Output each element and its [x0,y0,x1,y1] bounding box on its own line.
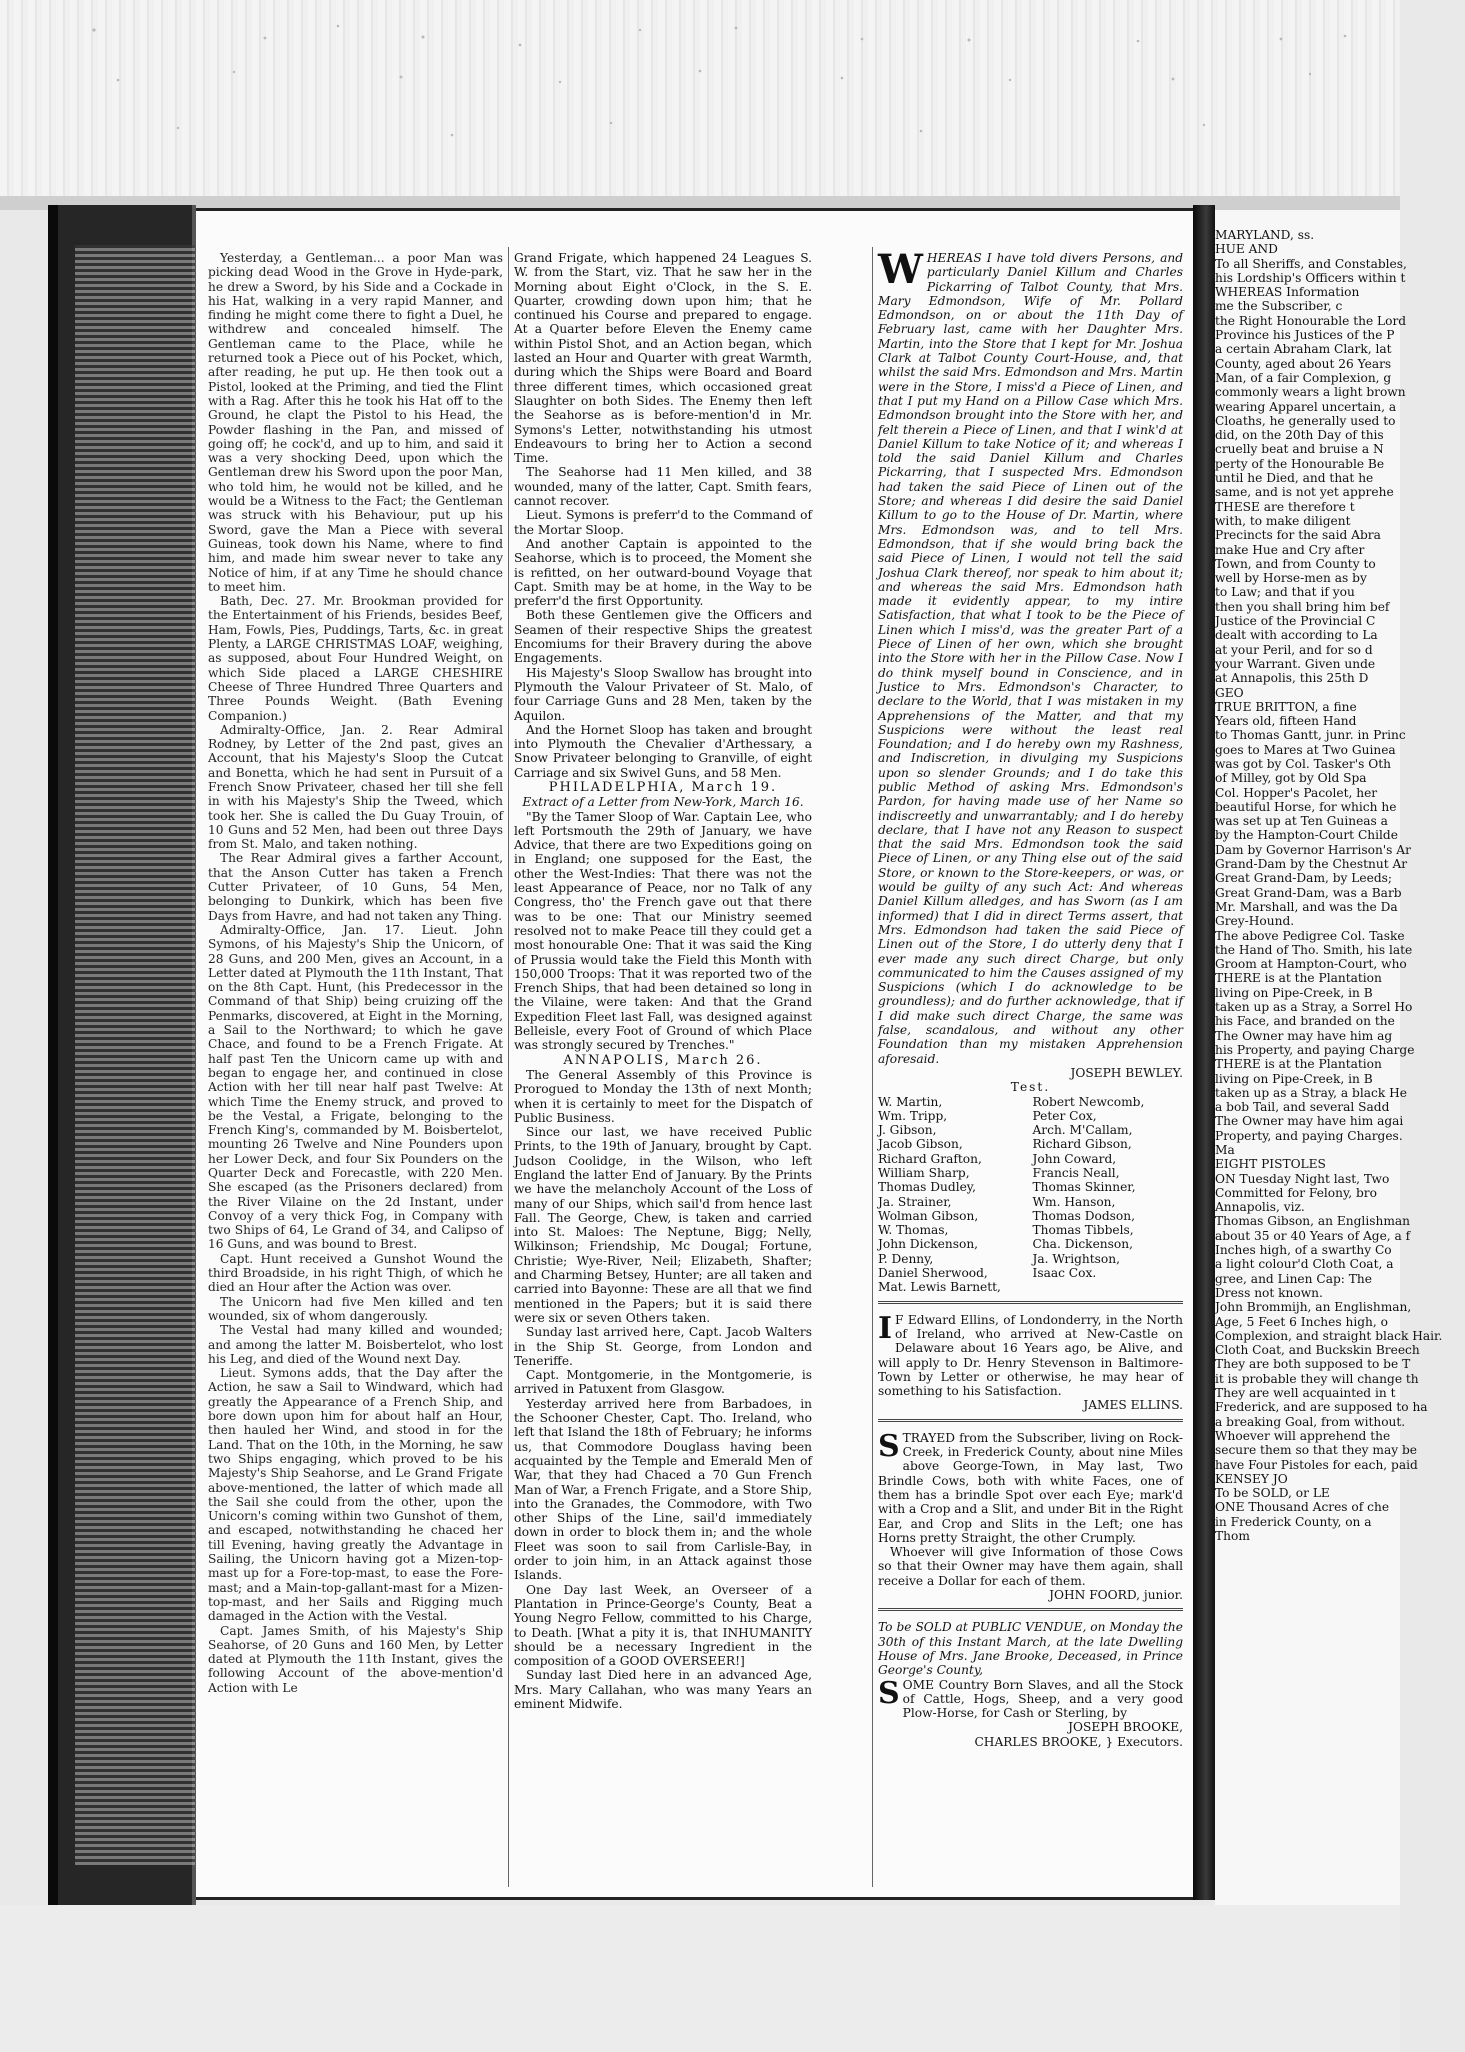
next-page-line: wearing Apparel uncertain, a [1215,399,1397,414]
witness-name: Robert Newcomb, [1032,1094,1145,1109]
next-page-line: GEO [1215,685,1244,700]
next-page-line: a light colour'd Cloth Coat, a [1215,1257,1394,1272]
next-page-line: KENSEY JO [1215,1471,1288,1486]
next-page-line: Man, of a fair Complexion, g [1215,370,1392,385]
witness-name: J. Gibson, [878,1123,937,1138]
next-page-line: did, on the 20th Day of this [1215,428,1384,443]
column-3-advertisements [878,246,1183,1891]
ad-strayed-text-2: Whoever will give Information of those Cows so that their Owner may have them again, shall receive a Dollar for each of them. [878,1545,1183,1588]
witness-name: Ja. Strainer, [878,1194,952,1209]
witness-name: Thomas Skinner, [1032,1180,1136,1195]
ad-vendue-signature-1: JOSEPH BROOKE, [1068,1720,1183,1735]
advertisement-vendue: To be SOLD at PUBLIC VENDUE, on Monday the 30th of this Instant March, at the late Dwelling House of Mrs. Jane Brooke, Deceased, in Prince George's County, SOME Country Born Slaves, and all the Stock of Cattle, Hogs, Sheep, and a very good Plow-Horse, for Cash or Sterling, by JOSEPH BROOKE, CHARLES BROOKE, } Executors. [878,1620,1183,1749]
witness-name: John Coward, [1032,1151,1117,1166]
witness-name: Thomas Dodson, [1032,1208,1135,1223]
drop-cap-s2: S [878,1675,900,1711]
witness-name: W. Martin, [878,1094,943,1109]
witness-name: Ja. Wrightson, [1032,1251,1120,1266]
witness-name: Cha. Dickenson, [1032,1237,1133,1252]
witness-list [878,1095,1183,1295]
witness-name: Thomas Tibbels, [1032,1223,1134,1238]
next-page-line: Annapolis, viz. [1215,1200,1305,1215]
next-page-line: Mr. Marshall, and was the Da [1215,899,1398,914]
book-gutter [1193,205,1215,1900]
next-page-line: Complexion, and straight black Hair. [1215,1328,1443,1343]
col2-paragraph: Lieut. Symons is preferr'd to the Command of the Mortar Sloop. [514,508,812,537]
drop-cap-s: S [878,1428,900,1464]
next-page-line: the Hand of Tho. Smith, his late [1215,942,1413,957]
next-page-line: a bob Tail, and several Sadd [1215,1100,1390,1115]
column-1 [208,251,503,1891]
witness-name: Wm. Hanson, [1032,1194,1116,1209]
next-page-line: Great Grand-Dam, by Leeds; [1215,871,1392,886]
next-page-line: Col. Hopper's Pacolet, her [1215,785,1378,800]
col1-paragraph: The Unicorn had five Men killed and ten wounded, six of whom dangerously. [208,1294,503,1323]
next-page-line: have Four Pistoles for each, paid [1215,1457,1418,1472]
next-page-line: of Milley, got by Old Spa [1215,771,1367,786]
next-page-line: the Right Honourable the Lord [1215,313,1407,328]
witness-name: William Sharp, [878,1166,970,1180]
next-page-line: Cloaths, he generally used to [1215,413,1396,428]
next-page-line: make Hue and Cry after [1215,542,1365,557]
scan-specks [0,0,1400,210]
next-page-line: Committed for Felony, bro [1215,1185,1377,1200]
next-page-line: John Brommijh, an Englishman, [1215,1300,1412,1315]
next-page-line: taken up as a Stray, a black He [1215,1085,1407,1100]
col2-paragraph: Sunday last Died here in an advanced Age, Mrs. Mary Callahan, who was many Years an eminent Midwife. [514,1668,812,1711]
next-page-line: your Warrant. Given unde [1215,656,1376,671]
scan-background-bottom [0,1905,1400,2052]
next-page-line: Property, and paying Charges. [1215,1128,1403,1143]
ad-divider [878,1419,1183,1425]
witness-name: Peter Cox, [1032,1108,1097,1123]
next-page-line: EIGHT PISTOLES [1215,1157,1326,1172]
col2-paragraph: Grand Frigate, which happened 24 Leagues S. W. from the Start, viz. That he saw her in the Morning about Eight o'Clock, in the S. E. Quarter, crowding down upon him; that he continued his Course and prepared to engage. At a Quarter before Eleven the Enemy came within Pistol Shot, and an Action began, which lasted an Hour and Quarter with great Warmth, during which the Ships were Board and Board three different times, which occasioned great Slaughter on both Sides. The Enemy then left the Seahorse as is before-mention'd in Mr. Symons's Letter, notwithstanding his utmost Endeavours to bring her to Action a second Time. [514,251,812,466]
next-page-line: Inches high, of a swarthy Co [1215,1243,1392,1258]
witness-name: Francis Neall, [1032,1166,1120,1180]
col2-paragraph: Yesterday arrived here from Barbadoes, in the Schooner Chester, Capt. Tho. Ireland, who left that Island the 18th of February; he informs us, that Commodore Douglass having been acquainted by the Temple and Emerald Men of War, that they had Chaced a 70 Gun French Man of War, a French Frigate, and a Store Ship, into the Granades, the Commodore, with Two other Ships of the Line, sail'd immediately down in order to block them in; and the whole Fleet was soon to sail from Carlisle-Bay, in order to join him, in an Attack against those Islands. [514,1396,812,1583]
witness-name: Thomas Dudley, [878,1180,976,1195]
next-page-line: Frederick, and are supposed to ha [1215,1400,1428,1415]
ad-vendue-text: OME Country Born Slaves, and all the Stock of Cattle, Hogs, Sheep, and a very good Plow-Horse, for Cash or Sterling, by [902,1677,1183,1721]
next-page-line: Thomas Gibson, an Englishman [1215,1214,1410,1229]
extract-heading: Extract of a Letter from New-York, March 16. [522,795,804,810]
next-page-column [1215,228,1465,1543]
next-page-line: same, and is not yet apprehe [1215,485,1394,500]
next-page-line: gree, and Linen Cap: The [1215,1271,1372,1286]
col2-paragraph: His Majesty's Sloop Swallow has brought into Plymouth the Valour Privateer of St. Malo, of four Carriage Guns and 28 Men, taken by the Aquilon. [514,665,812,723]
col2-paragraph: And the Hornet Sloop has taken and brought into Plymouth the Chevalier d'Arthessary, a Snow Privateer belonging to Granville, of eight Carriage and six Swivel Guns, and 58 Men. [514,722,812,780]
next-page-line: secure them so that they may be [1215,1443,1418,1458]
next-page-line: Age, 5 Feet 6 Inches high, o [1215,1314,1388,1329]
next-page-line: Grey-Hound. [1215,914,1295,929]
next-page-line: The above Pedigree Col. Taske [1215,928,1405,943]
dateline-annapolis: ANNAPOLIS, March 26. [563,1052,763,1068]
next-page-line: beautiful Horse, for which he [1215,799,1397,814]
col1-paragraph: Admiralty-Office, Jan. 2. Rear Admiral Rodney, by Letter of the 2nd past, gives an Account, that his Majesty's Sloop the Cutcat and Bonetta, which he had sent in Pursuit of a French Snow Privateer, chased her till she fell in with his Majesty's Ship the Tweed, which took her. She is called the Du Guay Trouin, of 10 Guns and 52 Men, had been out three Days from St. Malo, and taken nothing. [208,722,503,852]
col1-paragraph: The Vestal had many killed and wounded; and among the latter M. Boisbertelot, who lost his Leg, and died of the Wound next Day. [208,1323,503,1366]
witness-name: Wolman Gibson, [878,1208,979,1223]
next-page-line: THERE is at the Plantation [1215,971,1382,986]
advertisement-bewley [878,246,1183,1295]
col2-paragraph: The Seahorse had 11 Men killed, and 38 wounded, many of the latter, Capt. Smith fears, cannot recover. [514,465,812,509]
advertisement-ellins [878,1310,1183,1413]
witness-name: Mat. Lewis Barnett, [878,1280,1001,1295]
next-page-line: ON Tuesday Night last, Two [1215,1171,1390,1186]
next-page-line: goes to Mares at Two Guinea [1215,742,1396,757]
next-page-line: his Property, and paying Charge [1215,1042,1415,1057]
next-page-line: in Frederick County, on a [1215,1514,1372,1529]
witness-name: Jacob Gibson, [878,1137,963,1152]
scan-background-top [0,0,1400,210]
ad-bewley-signature: JOSEPH BEWLEY. [1070,1065,1183,1080]
next-page-line: Thom [1215,1529,1250,1544]
col1-paragraph: Capt. James Smith, of his Majesty's Ship Seahorse, of 20 Guns and 160 Men, by Letter dated at Plymouth the 11th Instant, gives the following Account of the above-mention'd Action with Le [208,1623,503,1695]
next-page-line: Grand-Dam by the Chestnut Ar [1215,857,1408,872]
next-page-line: taken up as a Stray, a Sorrel Ho [1215,1000,1413,1015]
next-page-line: They are both supposed to be T [1215,1357,1411,1372]
col2-paragraph: Since our last, we have received Public Prints, to the 19th of January, brought by Capt. Judson Coolidge, in the Wilson, who left England the latter End of January. By the Prints we have the melancholy Account of the Loss of many of our Ships, which sail'd from hence last Fall. The George, Chew, is taken and carried into St. Maloes: The Neptune, Bigg; Nelly, Wilkinson; Friendship, Mc Dougal; Fortune, Christie; Wye-River, Neil; Elizabeth, Shafter; and Charming Betsey, Hunter; are all taken and carried into Bayonne: These are all that we find mentioned in the Papers; but it is said there were six or seven Others taken. [514,1125,812,1325]
next-page-line: Cloth Coat, and Buckskin Breech [1215,1343,1420,1358]
next-page-line: THERE is at the Plantation [1215,1057,1382,1072]
next-page-line: commonly wears a light brown [1215,385,1406,400]
witness-names-left [878,1095,1029,1295]
witness-name: P. Denny, [878,1251,934,1266]
column-rule [508,247,509,1887]
drop-cap-w: W [878,246,923,293]
next-page-line: Ma [1215,1143,1235,1157]
ad-strayed-signature: JOHN FOORD, junior. [1049,1588,1183,1603]
ad-vendue-signature-2: CHARLES BROOKE, [974,1734,1102,1749]
next-page-line: was got by Col. Tasker's Oth [1215,756,1391,771]
next-page-line: perty of the Honourable Be [1215,456,1385,471]
col2-paragraph: "By the Tamer Sloop of War. Captain Lee, who left Portsmouth the 29th of January, we have Advice, that there are two Expeditions going on in England; one supposed for the East, the other the West-Indies: That there was not the least Appearance of Peace, nor no Talk of any Congress, tho' the French gave out that there was to be one: That our Ministry seemed resolved not to make Peace till they could get a most honourable One: That it was said the King of Prussia would take the Field this Month with 150,000 Troops: That it was reported two of the French Ships, that had been detained so long in the Vilaine, were taken: And that the Grand Expedition Fleet last Fall, was designed against Belleisle, every Foot of Ground of which Place was strongly secured by Trenches." [514,809,812,1053]
dateline-philadelphia: PHILADELPHIA, March 19. [548,779,778,795]
next-page-line: to Thomas Gantt, junr. in Princ [1215,728,1406,743]
next-page-line: until he Died, and that he [1215,471,1374,486]
next-page-line: The Owner may have him ag [1215,1028,1393,1043]
col2-paragraph: One Day last Week, an Overseer of a Plantation in Prince-George's County, Beat a Young Negro Fellow, committed to his Charge, to Death. [What a pity it is, that INHUMANITY should be a necessary Ingredient in the composition of a GOOD OVERSEER!] [514,1582,812,1669]
next-page-line: County, aged about 26 Years [1215,356,1392,371]
page-edges-texture [75,245,195,1865]
next-page-line: his Lordship's Officers within t [1215,270,1406,285]
next-page-line: dealt with according to La [1215,628,1378,643]
witness-name: Richard Gibson, [1032,1137,1132,1152]
ad-vendue-heading: To be SOLD at PUBLIC VENDUE, on Monday the 30th of this Instant March, at the late Dwelling House of Mrs. Jane Brooke, Deceased, in Prince George's County, [878,1620,1183,1678]
col2-paragraph: The General Assembly of this Province is Prorogued to Monday the 13th of next Month; when it is certainly to meet for the Dispatch of Public Business. [514,1067,812,1125]
next-page-line: by the Hampton-Court Childe [1215,828,1398,843]
col1-paragraph: Capt. Hunt received a Gunshot Wound the third Broadside, in his right Thigh, of which he died an Hour after the Action was over. [208,1251,503,1295]
next-page-line: Precincts for the said Abra [1215,528,1381,543]
next-page-line: To be SOLD, or LE [1215,1486,1330,1501]
witness-name: Wm. Tripp, [878,1108,948,1123]
witness-name: John Dickenson, [878,1237,979,1252]
ad-vendue-signature-3: Executors. [1117,1734,1183,1749]
next-page-line: Whoever will apprehend the [1215,1428,1391,1443]
next-page-line: well by Horse-men as by [1215,571,1367,586]
next-page-line: a breaking Goal, from without. [1215,1414,1406,1429]
col1-paragraph: Lieut. Symons adds, that the Day after the Action, he saw a Sail to Windward, which had greatly the Appearance of a French Ship, and bore down upon him for about half an Hour, then hauled her Wind, and stood in for the Land. That on the 10th, in the Morning, he saw two Ships engaging, which proved to be his Majesty's Ship Seahorse, and Le Grand Frigate above-mentioned, the latter of which made all the Sail she could from the other, upon the Unicorn's coming within two Gunshot of them, and escaped, notwithstanding he chaced her till Evening, having greatly the Advantage in Sailing, the Unicorn having got a Mizen-top-mast up for a Fore-top-mast, to ease the Fore-mast; and a Main-top-gallant-mast for a Mizen-top-mast, and her Sails and Rigging much damaged in the Action with the Vestal. [208,1366,503,1624]
next-page-line: They are well acquainted in t [1215,1386,1396,1401]
column-2 [514,251,812,1891]
ad-bewley-text: HEREAS I have told divers Persons, and particularly Daniel Killum and Charles Pickarring of Talbot County, that Mrs. Mary Edmondson, Wife of Mr. Pollard Edmondson, on or about the 11th Day of February last, came with her Daughter Mrs. Martin, into the Store that I kept for Mr. Joshua Clark at Talbot County Court-House, and, that whilst the said Mrs. Edmondson and Mrs. Martin were in the Store, I miss'd a Piece of Linen, and that I put my Hand on a Pillow Case which Mrs. Edmondson brought into the Store with her, and felt therein a Piece of Linen, and that I wink'd at Daniel Killum to take Notice of it; and whereas I told the said Daniel Killum and Charles Pickarring, that I suspected Mrs. Edmondson had taken the said Piece of Linen out of the Store; and whereas I did desire the said Daniel Killum to go to the House of Dr. Martin, where Mrs. Edmondson was, and to tell Mrs. Edmondson, that if she would bring back the said Piece of Linen, I would not tell the said Joshua Clark thereof, nor speak to him about it; and whereas the said Mrs. Edmondson hath made it evidently appear, to my intire Satisfaction, that what I took to be the Piece of Linen which I miss'd, was the greater Part of a Piece of Linen of her own, which she brought into the Store with her in the Pillow Case. Now I do think myself bound in Conscience, and in Justice to Mrs. Edmondson's Character, to declare to the World, that I was mistaken in my Apprehensions of the Matter, and that my Suspicions were without the least real Foundation; and I do hereby own my Rashness, and Indiscretion, in divulging my Suspicions upon so slender Grounds; and I do take this public Method of asking Mrs. Edmondson's Pardon, for having made use of her Name so indiscreetly and unwarrantably; and I do hereby declare, that I have not any Reason to suspect that the said Mrs. Edmondson took the said Piece of Linen, or any Thing else out of the said Store, or known to the Store-keepers, or was, or would be guilty of any such Act: And whereas Daniel Killum alledges, and has Sworn (as I am informed) that I did in direct Terms assert, that Mrs. Edmondson had taken the said Piece of Linen out of the Store, I do utterly deny that I ever made any such direct Charge, but only communicated to him the Causes assigned of my Suspicions (which I do acknowledge to be groundless); and do further acknowledge, that if I did make such direct Charge, the same was false, scandalous, and without any other Foundation than my mistaken Apprehension aforesaid. [878,251,1183,1066]
next-page-partial [1215,210,1443,1910]
next-page-line: Justice of the Provincial C [1215,614,1376,629]
ad-strayed-text: TRAYED from the Subscriber, living on Rock-Creek, in Frederick County, about nine Miles above George-Town, in May last, Two Brindle Cows, both with white Faces, one of them has a brindle Spot over each Eye; mark'd with a Crop and a Slit, and under Bit in the Right Ear, and Crop and Slits in the Left; one has Horns pretty Straight, the other Crumply. [878,1430,1183,1545]
witness-name: Arch. M'Callam, [1032,1123,1133,1138]
next-page-line: HUE AND [1215,242,1278,257]
ad-divider [878,1301,1183,1307]
ad-ellins-signature: JAMES ELLINS. [1083,1398,1183,1413]
next-page-line: me the Subscriber, c [1215,299,1343,314]
witness-name: W. Thomas, [878,1223,949,1238]
ad-divider [878,1608,1183,1614]
next-page-line: it is probable they will change th [1215,1371,1419,1386]
next-page-line: TRUE BRITTON, a fine [1215,699,1357,714]
next-page-line: ONE Thousand Acres of che [1215,1500,1390,1515]
next-page-line: THESE are therefore t [1215,499,1355,514]
next-page-line: MARYLAND, ss. [1215,228,1315,242]
next-page-line: with, to make diligent [1215,513,1351,528]
column-rule [872,247,873,1887]
newspaper-page [196,208,1193,1900]
advertisement-strayed-cows [878,1428,1183,1603]
next-page-line: about 35 or 40 Years of Age, a f [1215,1228,1411,1243]
next-page-line: To all Sheriffs, and Constables, [1215,256,1407,271]
next-page-line: Groom at Hampton-Court, who [1215,957,1407,972]
witness-name: Isaac Cox. [1032,1266,1097,1281]
next-page-line: WHEREAS Information [1215,285,1360,300]
next-page-line: Years old, fifteen Hand [1215,714,1357,729]
next-page-line: a certain Abraham Clark, lat [1215,342,1392,357]
col2-paragraph: Capt. Montgomerie, in the Montgomerie, is arrived in Patuxent from Glasgow. [514,1368,812,1397]
next-page-line: at Annapolis, this 25th D [1215,671,1369,686]
witness-names-right [1033,1095,1184,1295]
witness-name: Daniel Sherwood, [878,1266,988,1281]
col2-paragraph: Both these Gentlemen give the Officers and Seamen of their respective Ships the greatest Encomiums for their Bravery during the above Engagements. [514,608,812,666]
col1-paragraph: The Rear Admiral gives a farther Account, that the Anson Cutter has taken a French Cutter Privateer, of 10 Guns, 54 Men, belonging to Dunkirk, which has been five Days from Havre, and had not taken any Thing. [208,851,503,923]
test-heading: Test. [1010,1080,1051,1095]
next-page-line: living on Pipe-Creek, in B [1215,985,1373,1000]
next-page-line: living on Pipe-Creek, in B [1215,1071,1373,1086]
next-page-line: Town, and from County to [1215,556,1376,571]
next-page-line: Province his Justices of the P [1215,328,1395,343]
next-page-line: Dam by Governor Harrison's Ar [1215,842,1411,857]
next-page-line: at your Peril, and for so d [1215,642,1373,657]
next-page-line: Dress not known. [1215,1285,1323,1300]
next-page-line: was set up at Ten Guineas a [1215,814,1388,829]
witness-name: Richard Grafton, [878,1151,982,1166]
next-page-line: The Owner may have him agai [1215,1114,1404,1129]
next-page-line: Great Grand-Dam, was a Barb [1215,885,1402,900]
ad-ellins-text: F Edward Ellins, of Londonderry, in the North of Ireland, who arrived at New-Castle on Delaware about 16 Years ago, be Alive, and will apply to Dr. Henry Stevenson in Baltimore-Town by Letter or otherwise, he may hear of something to his Satisfaction. [878,1312,1183,1399]
drop-cap-i: I [878,1310,893,1346]
col1-paragraph: Admiralty-Office, Jan. 17. Lieut. John Symons, of his Majesty's Ship the Unicorn, of 28 Guns, and 200 Men, gives an Account, in a Letter dated at Plymouth the 11th Instant, That on the 8th Capt. Hunt, (his Predecessor in the Command of that Ship) being cruizing off the Penmarks, discovered, at Eight in the Morning, a Sail to the Northward; to which he gave Chace, and found to be a French Frigate. At half past Ten the Unicorn came up with and began to engage her, and continued in close Action with her till near half past Twelve: At which Time the Enemy struck, and proved to be the Vestal, a Frigate, belonging to the French King's, commanded by M. Boisbertelot, mounting 26 Twelve and Nine Pounders upon her Lower Deck, and four Six Pounders on the Quarter Deck and Forecastle, with 220 Men. She escaped (as the Prisoners declared) from the River Vilaine on the 2d Instant, under Convoy of a very thick Fog, in Company with two Ships of 64, Le Grand of 34, and Calipso of 16 Guns, and was bound to Brest. [208,922,503,1252]
next-page-line: cruelly beat and bruise a N [1215,442,1384,457]
col2-paragraph: Sunday last arrived here, Capt. Jacob Walters in the Ship St. George, from London and Teneriffe. [514,1325,812,1368]
col1-paragraph: Bath, Dec. 27. Mr. Brookman provided for the Entertainment of his Friends, besides Beef, Ham, Fowls, Pies, Puddings, Tarts, &c. in great Plenty, a LARGE CHRISTMAS LOAF, weighing, as supposed, about Four Hundred Weight, on which Side placed a LARGE CHESHIRE Cheese of Three Hundred Three Quarters and Three Pounds Weight. (Bath Evening Companion.) [208,594,503,723]
col1-paragraph: Yesterday, a Gentleman... a poor Man was picking dead Wood in the Grove in Hyde-park, he drew a Sword, by his Side and a Cockade in his Hat, walking in a very rapid Manner, and finding he might come there to fight a Duel, he withdrew and concealed himself. The Gentleman came to the Place, while he returned took a Piece out of his Pocket, which, after reading, he put up. He then took out a Pistol, looked at the Priming, and tied the Flint with a Rag. After this he took his Hat off to the Ground, he clapt the Pistol to his Head, the Powder flashing in the Pan, and missed of going off; he cock'd, and up to him, and said it was a very shocking Deed, upon which the Gentleman drew his Sword upon the poor Man, who told him, he would not be killed, and he would be a Witness to the Fact; the Gentleman was struck with his Behaviour, put up his Sword, gave the Man a Piece with several Guineas, took down his Name, where to find him, and made him swear never to take any Notice of him, if at any Time he should chance to meet him. [208,251,503,594]
next-page-line: to Law; and that if you [1215,585,1355,600]
col2-paragraph: And another Captain is appointed to the Seahorse, which is to proceed, the Moment she is refitted, on her outward-bound Voyage that Capt. Smith may be at home, in the Way to be preferr'd the first Opportunity. [514,536,812,609]
next-page-line: then you shall bring him bef [1215,599,1390,614]
next-page-line: his Face, and branded on the [1215,1014,1395,1029]
